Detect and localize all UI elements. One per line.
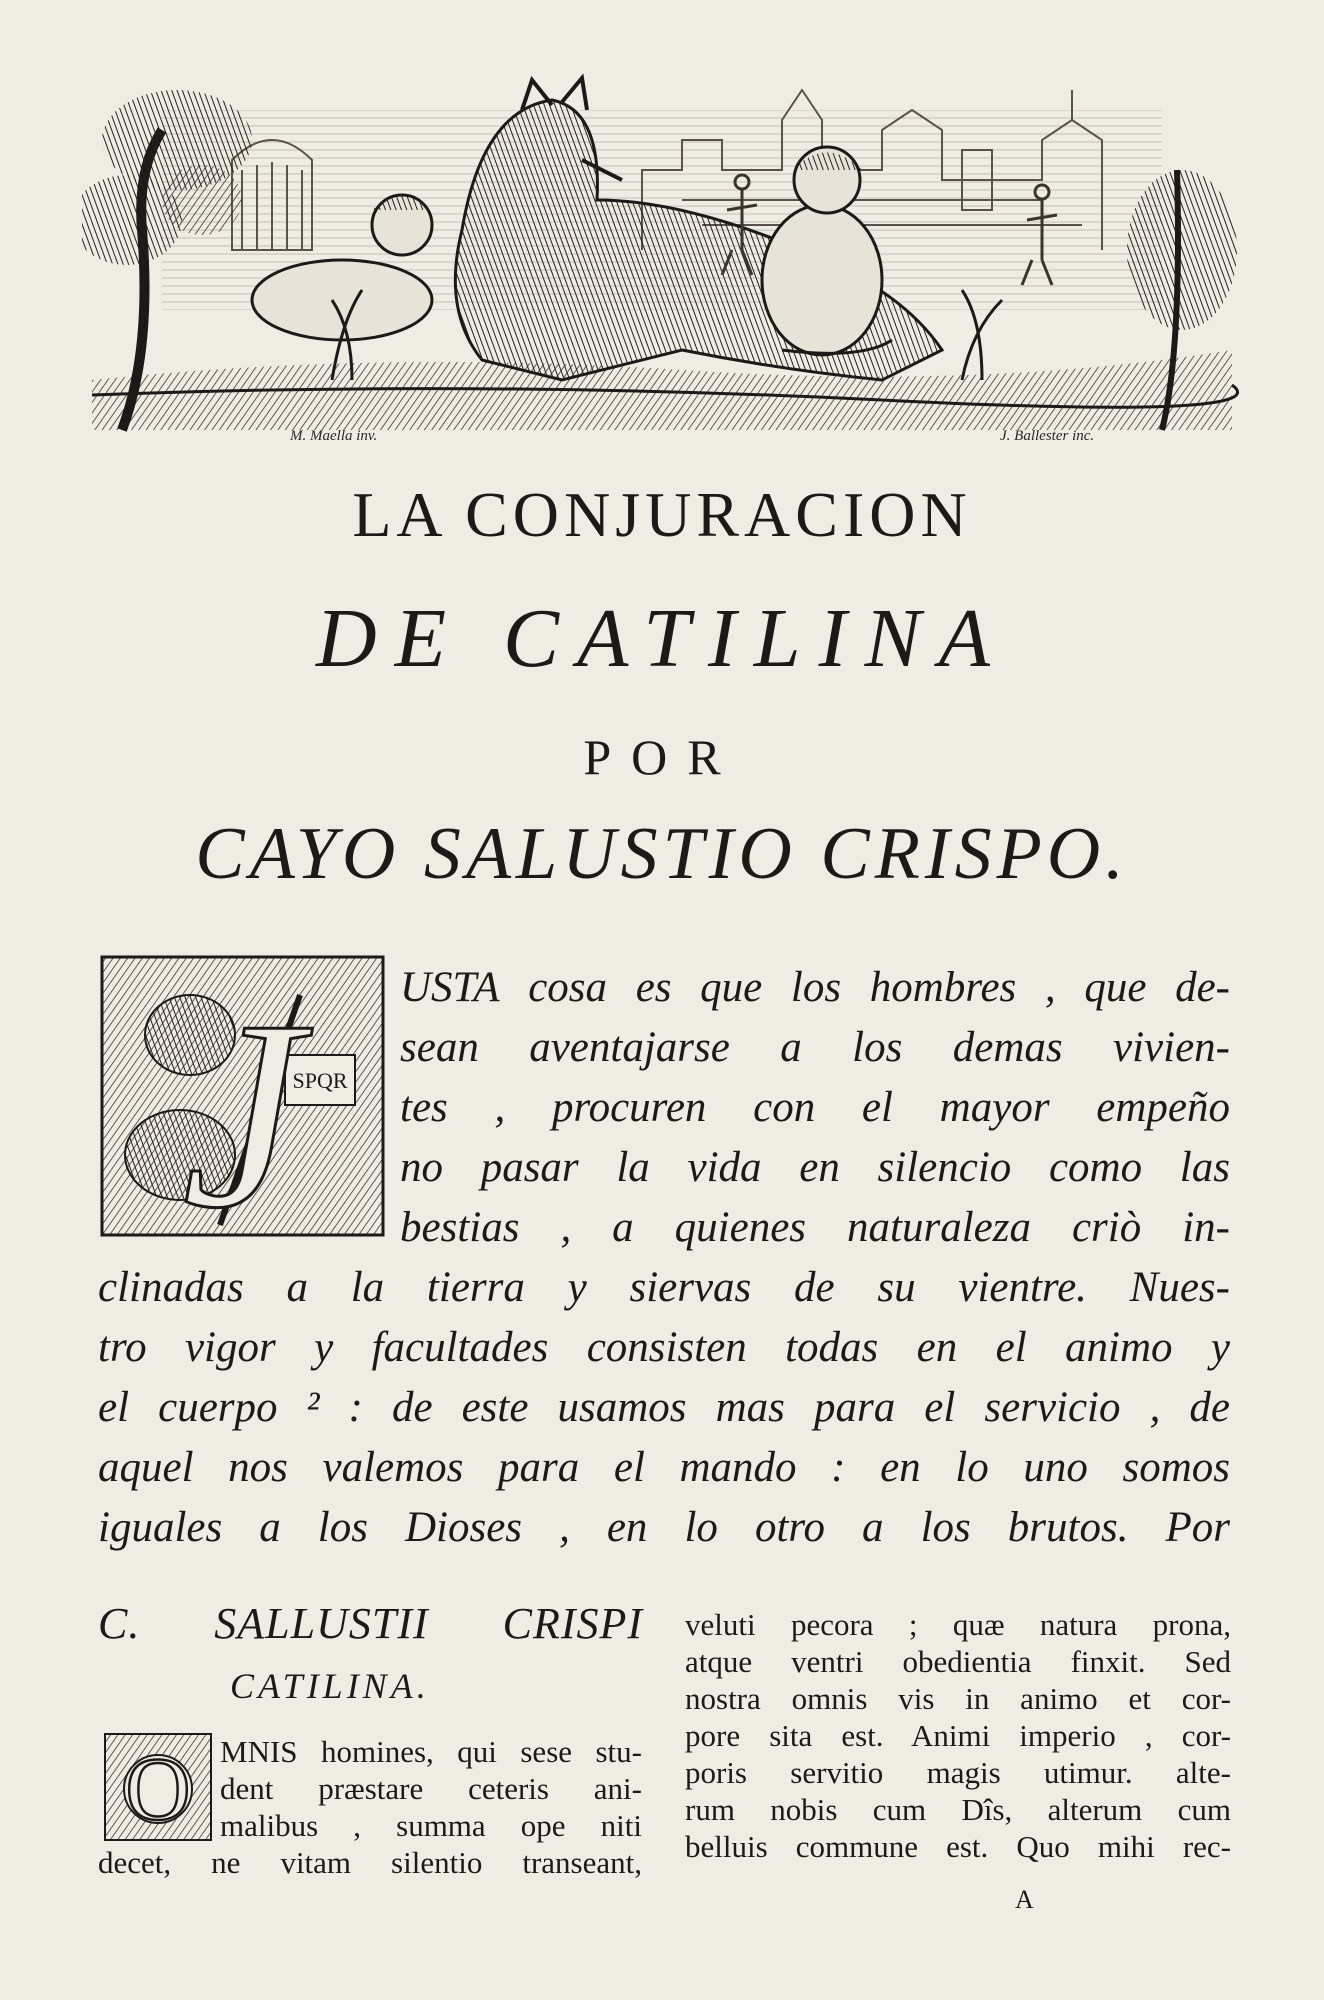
headpiece-engraving — [82, 50, 1242, 470]
title-line-2: DE CATILINA — [316, 592, 1008, 685]
title-line-1: LA CONJURACION — [352, 479, 972, 550]
latin-right-line-4: pore sita est. Animi imperio , cor- — [685, 1718, 1231, 1753]
engraver-signature-right: J. Ballester inc. — [1000, 428, 1095, 444]
spanish-line-9: aquel nos valemos para el mando : en lo uno somos — [98, 1444, 1230, 1491]
spanish-line-7: tro vigor y facultades consisten todas en el animo y — [98, 1324, 1230, 1371]
spanish-line-3: tes , procuren con el mayor empeño — [400, 1084, 1230, 1131]
latin-title: C. SALLUSTII CRISPI — [98, 1599, 643, 1648]
decorated-initial-o — [104, 1733, 212, 1841]
latin-right-line-3: nostra omnis vis in animo et cor- — [685, 1681, 1231, 1716]
title-line-3: POR — [583, 729, 741, 785]
spanish-line-6: clinadas a la tierra y siervas de su vientre. Nues- — [98, 1264, 1230, 1311]
spanish-line-4: no pasar la vida en silencio como las — [400, 1144, 1230, 1191]
latin-left-line-1: MNIS homines, qui sese stu- — [220, 1734, 642, 1769]
decorated-initial-j — [100, 955, 385, 1237]
latin-left-line-4: decet, ne vitam silentio transeant, — [98, 1845, 642, 1880]
first-word-rest: USTA — [400, 964, 500, 1011]
spanish-line-5: bestias , a quienes naturaleza criò in- — [400, 1204, 1230, 1251]
latin-right-line-1: veluti pecora ; quæ natura prona, — [685, 1607, 1231, 1642]
dropcap-letter-j: J — [182, 965, 302, 1237]
signature-mark: A — [1015, 1885, 1034, 1914]
latin-left-line-3: malibus , summa ope niti — [220, 1808, 642, 1843]
spanish-line-1: USTA cosa es que los hombres , que de- — [400, 964, 1230, 1011]
spanish-line-10: iguales a los Dioses , en lo otro a los brutos. Por — [98, 1504, 1230, 1551]
dropcap-letter-o: O — [125, 1740, 191, 1839]
title-line-4: CAYO SALUSTIO CRISPO. — [195, 813, 1129, 895]
engraver-signature-left: M. Maella inv. — [290, 428, 378, 444]
spanish-line-8: el cuerpo ² : de este usamos mas para el servicio , de — [98, 1384, 1230, 1431]
latin-right-line-5: poris servitio magis utimur. alte- — [685, 1755, 1231, 1790]
latin-right-line-2: atque ventri obedientia finxit. Sed — [685, 1644, 1231, 1679]
latin-right-line-7: belluis commune est. Quo mihi rec- — [685, 1829, 1231, 1864]
latin-right-line-6: rum nobis cum Dîs, alterum cum — [685, 1792, 1231, 1827]
spqr-inscription: SPQR — [292, 1068, 348, 1093]
latin-subtitle: CATILINA. — [230, 1666, 430, 1706]
latin-left-line-2: dent præstare ceteris ani- — [220, 1771, 642, 1806]
latin-first-word-rest: MNIS — [220, 1734, 298, 1769]
spanish-line-2: sean aventajarse a los demas vivien- — [400, 1024, 1230, 1071]
